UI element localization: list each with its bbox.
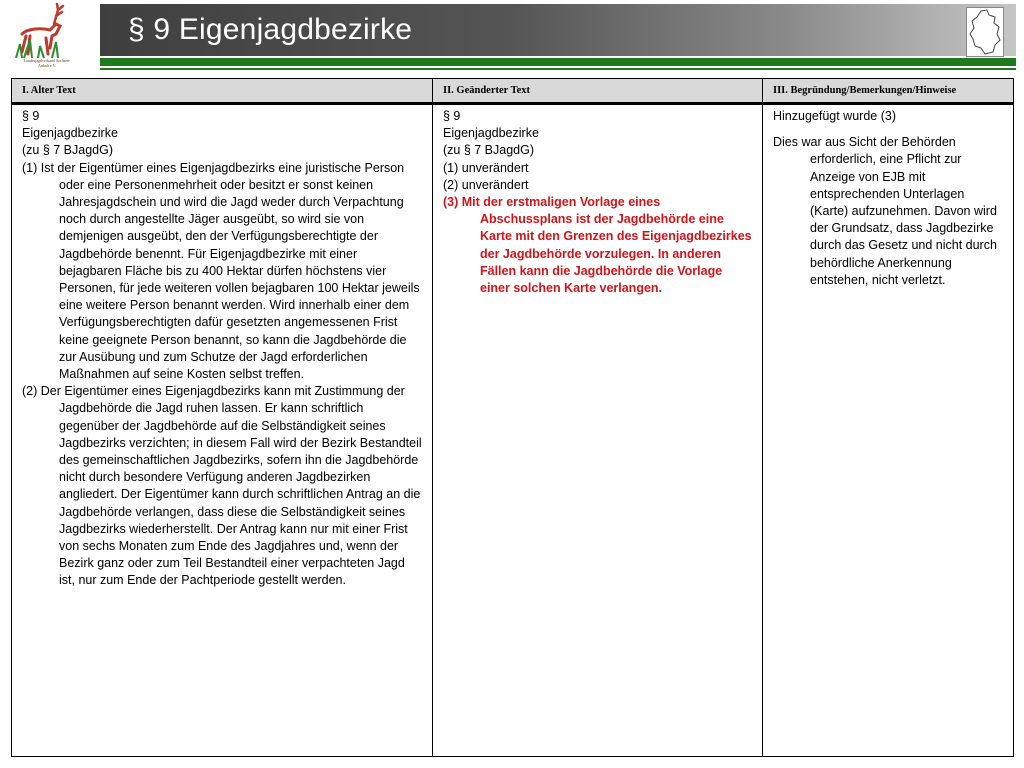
changed-paragraph-1: (1) unverändert	[443, 160, 529, 175]
remarks-explanation: Dies war aus Sicht der Behörden erforderlich, eine Pflicht zur Anzeige von EJB mit entsprechenden Unterlagen (Karte) aufzunehmen. Davon wird der Grundsatz, dass Jagdbezirke durch das Gesetz und nicht durch behördliche Anerkennung entstehen, nicht verletzt.	[773, 135, 997, 287]
changed-paragraph-3-new: (3) Mit der erstmaligen Vorlage eines Abschussplans ist der Jagdbehörde eine Karte mit den Grenzen des Eigenjagdbezirkes der Jagdbehörde vorzulegen. In anderen Fällen kann die Jagdbehörde die Vorlage einer solchen Karte verlangen.	[443, 195, 752, 296]
logo-caption: Landesjagdverband Sachsen-Anhalt e.V.	[23, 58, 71, 68]
comparison-table	[11, 78, 1014, 757]
old-section-number: § 9	[22, 109, 40, 123]
old-paragraph-1: (1) Ist der Eigentümer eines Eigenjagdbezirks eine juristische Person oder eine Personenmehrheit oder besitzt er sonst keinen Jahresjagdschein und wird die Jagd weder durch Verpachtung noch durch angestellte Jäger ausgeübt, so wird sie von demjenigen ausgeübt, den der Verfügungsberechtigte der Jagdbehörde benennt. Für Eigenjagdbezirke mit einer bejagbaren Fläche bis zu 400 Hektar dürfen höchstens vier Personen, für jede weiteren vollen bejagbaren 100 Hektar jeweils eine weitere Person benannt werden. Wird innerhalb einer dem Verfügungsberechtigten dafür gesetzten angemessenen Frist keine geeignete Person benannt, so kann die Jagdbehörde die zur Ausübung und zum Schutze der Jagd erforderlichen Maßnahmen auf seine Kosten selbst treffen.	[22, 160, 420, 382]
deer-logo-icon	[8, 0, 70, 60]
header-green-bar	[100, 58, 1016, 66]
column-changed-text	[433, 79, 763, 756]
changed-section-title: Eigenjagdbezirke	[443, 126, 539, 141]
changed-section-number: § 9	[443, 109, 461, 123]
changed-section-reference: (zu § 7 BJagdG)	[443, 143, 535, 158]
changed-paragraph-2: (2) unverändert	[443, 177, 529, 192]
old-text-content	[22, 108, 423, 590]
column-remarks	[763, 79, 1013, 756]
remarks-added-note: Hinzugefügt wurde (3)	[773, 109, 896, 123]
remarks-content	[773, 108, 1005, 289]
header-green-line	[100, 68, 1016, 70]
column-header-old-text: I. Alter Text	[22, 85, 76, 96]
changed-text-content	[443, 108, 755, 297]
association-logo	[8, 0, 70, 76]
column-header-changed-text: II. Geänderter Text	[443, 85, 531, 96]
column-old-text	[12, 79, 433, 756]
old-paragraph-2: (2) Der Eigentümer eines Eigenjagdbezirks kann mit Zustimmung der Jagdbehörde die Jagd ruhen lassen. Er kann schriftlich gegenüber der Jagdbehörde auf die Selbständigkeit seines Jagdbezirks verzichten; in diesem Fall wird der Bezirk Bestandteil des gemeinschaftlichen Jagdbezirks, sofern ihn die Jagdbehörde nicht durch besondere Verfügung anderen Jagdbezirken angliedert. Der Eigentümer kann durch schriftlichen Antrag an die Jagdbehörde verlangen, dass diese die Selbständigkeit seines Jagdbezirks wiederherstellt. Der Antrag kann nur mit einer Frist von sechs Monaten zum Ende des Jagdjahres und, wenn der Bezirk ganz oder zum Teil Bestandteil einer verpachteten Jagd ist, nur zum Ende der Pachtperiode gestellt werden.	[22, 384, 422, 588]
title-bar	[100, 4, 1016, 56]
state-map-icon	[966, 7, 1004, 57]
old-section-title: Eigenjagdbezirke	[22, 126, 118, 141]
old-section-reference: (zu § 7 BJagdG)	[22, 143, 114, 158]
column-header-remarks: III. Begründung/Bemerkungen/Hinweise	[773, 85, 957, 96]
page-title: § 9 Eigenjagdbezirke	[128, 13, 413, 46]
